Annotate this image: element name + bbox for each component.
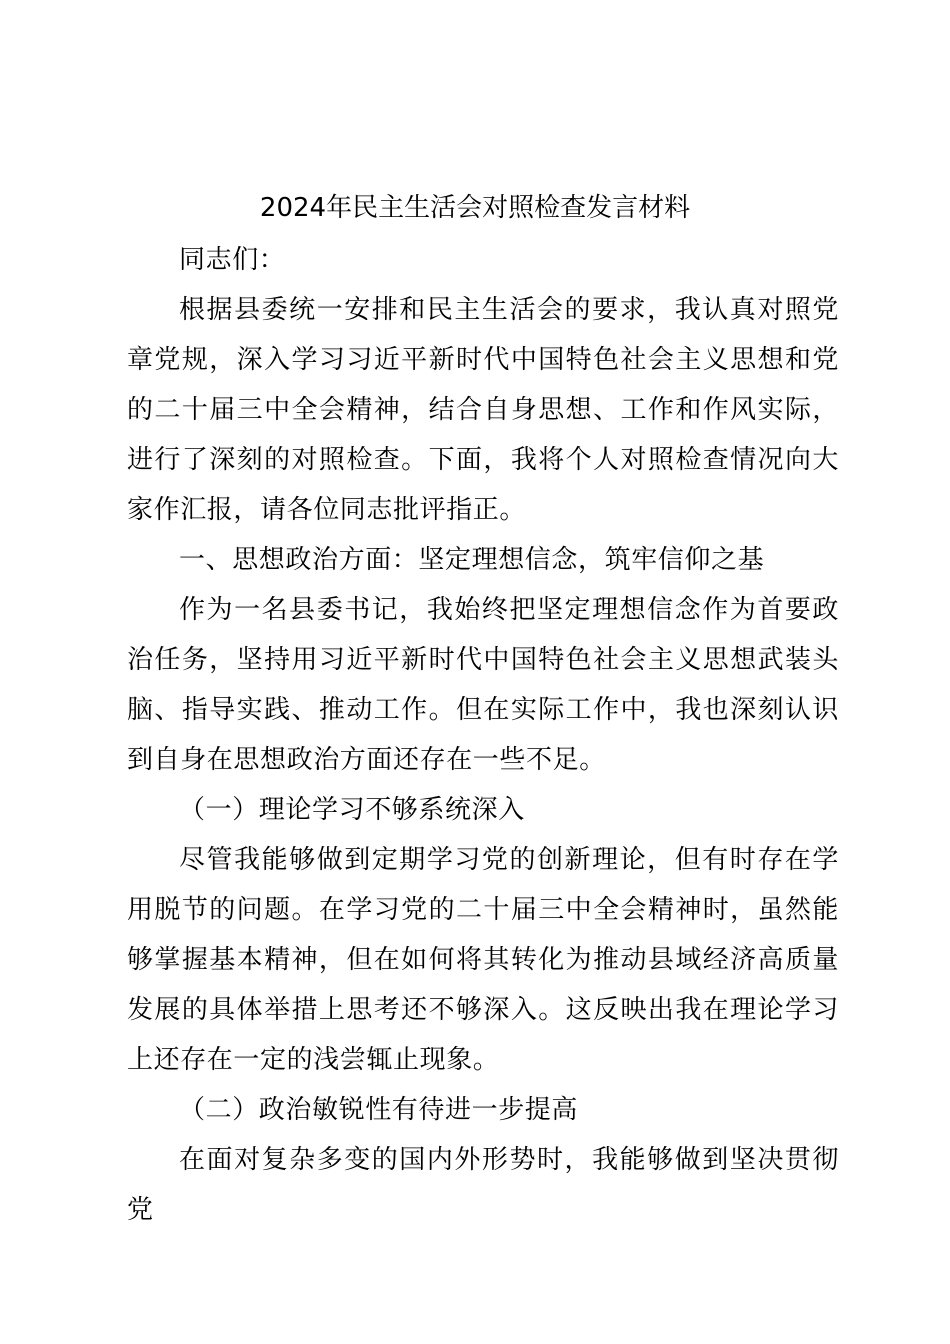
subheading-1-1: （一）理论学习不够系统深入 [179,795,525,825]
section-heading-1: 一、思想政治方面：坚定理想信念，筑牢信仰之基 [179,545,765,575]
document-title: 2024年民主生活会对照检查发言材料 [259,193,691,223]
document-body [127,235,839,1235]
paragraph-intro: 根据县委统一安排和民主生活会的要求，我认真对照党章党规，深入学习习近平新时代中国特色社会主义思想和党的二十届三中全会精神，结合自身思想、工作和作风实际，进行了深刻的对照检查。下面，我将个人对照检查情况向大家作汇报，请各位同志批评指正。 [127,295,839,525]
paragraph-1-1: 尽管我能够做到定期学习党的创新理论，但有时存在学用脱节的问题。在学习党的二十届三中全会精神时，虽然能够掌握基本精神，但在如何将其转化为推动县域经济高质量发展的具体举措上思考还不够深入。这反映出我在理论学习上还存在一定的浅尝辄止现象。 [127,845,839,1075]
subheading-1-2: （二）政治敏锐性有待进一步提高 [179,1095,579,1125]
salutation: 同志们： [179,245,286,275]
paragraph-section-1: 作为一名县委书记，我始终把坚定理想信念作为首要政治任务，坚持用习近平新时代中国特色社会主义思想武装头脑、指导实践、推动工作。但在实际工作中，我也深刻认识到自身在思想政治方面还存在一些不足。 [127,595,839,775]
paragraph-1-2: 在面对复杂多变的国内外形势时，我能够做到坚决贯彻党 [127,1145,839,1225]
